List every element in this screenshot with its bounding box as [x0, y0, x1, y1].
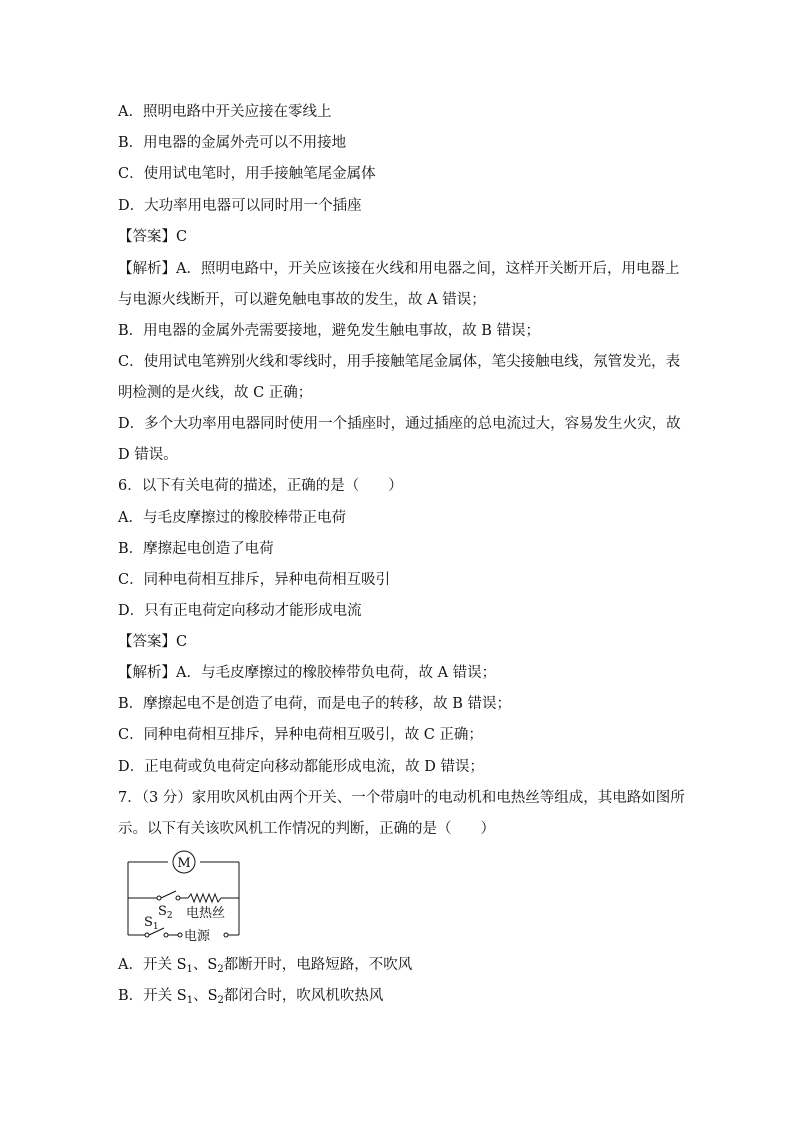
text-line: D 错误。: [118, 447, 178, 463]
text-line: D．大功率用电器可以同时用一个插座: [118, 198, 362, 214]
text-line: C．使用试电笔辨别火线和零线时，用手接触笔尾金属体，笔尖接触电线，氖管发光，表: [118, 354, 681, 370]
option-b: B．开关 $S_1$、$S_2$都闭合时，吹风机吹热风: [118, 988, 384, 1006]
text-line: 7．（3 分）家用吹风机由两个开关、一个带扇叶的电动机和电热丝等组成，其电路如图所: [118, 790, 685, 806]
text-line: B．摩擦起电创造了电荷: [118, 541, 274, 557]
text-line: 明检测的是火线，故 C 正确；: [118, 385, 313, 401]
text-line: 【解析】A．与毛皮摩擦过的橡胶棒带负电荷，故 A 错误；: [118, 665, 497, 681]
text-line: B．用电器的金属外壳需要接地，避免发生触电事故，故 B 错误；: [118, 323, 541, 339]
power-source-label: 电源: [184, 929, 211, 942]
motor-label: M: [177, 856, 191, 871]
circuit-diagram: [118, 846, 248, 942]
option-a: A．开关 $S_1$、$S_2$都断开时，电路短路，不吹风: [118, 957, 413, 975]
text-line: C．同种电荷相互排斥，异种电荷相互吸引，故 C 正确；: [118, 727, 483, 743]
text-line: D．多个大功率用电器同时使用一个插座时，通过插座的总电流过大，容易发生火灾，故: [118, 416, 681, 432]
text-line: B．用电器的金属外壳可以不用接地: [118, 135, 347, 151]
text-line: B．摩擦起电不是创造了电荷，而是电子的转移，故 B 错误；: [118, 696, 512, 712]
text-line: 【解析】A．照明电路中，开关应该接在火线和用电器之间，这样开关断开后，用电器上: [118, 261, 680, 277]
heater-label: 电热丝: [186, 906, 226, 921]
text-line: 【答案】C: [118, 634, 188, 650]
text-line: 6．以下有关电荷的描述，正确的是（ ）: [118, 478, 403, 494]
text-line: 与电源火线断开，可以避免触电事故的发生，故 A 错误；: [118, 292, 486, 308]
text-line: C．同种电荷相互排斥，异种电荷相互吸引: [118, 572, 391, 588]
text-line: 【答案】C: [118, 229, 188, 245]
text-line: C．使用试电笔时，用手接触笔尾金属体: [118, 166, 376, 182]
text-line: A．与毛皮摩擦过的橡胶棒带正电荷: [118, 510, 346, 526]
text-line: D．正电荷或负电荷定向移动都能形成电流，故 D 错误；: [118, 759, 484, 775]
text-line: A．照明电路中开关应接在零线上: [118, 104, 332, 120]
switch-s1-label: $S_1$: [144, 915, 159, 932]
text-line: D．只有正电荷定向移动才能形成电流: [118, 603, 362, 619]
switch-s2-label: $S_2$: [158, 904, 173, 921]
text-line: 示。以下有关该吹风机工作情况的判断，正确的是（ ）: [118, 821, 495, 837]
